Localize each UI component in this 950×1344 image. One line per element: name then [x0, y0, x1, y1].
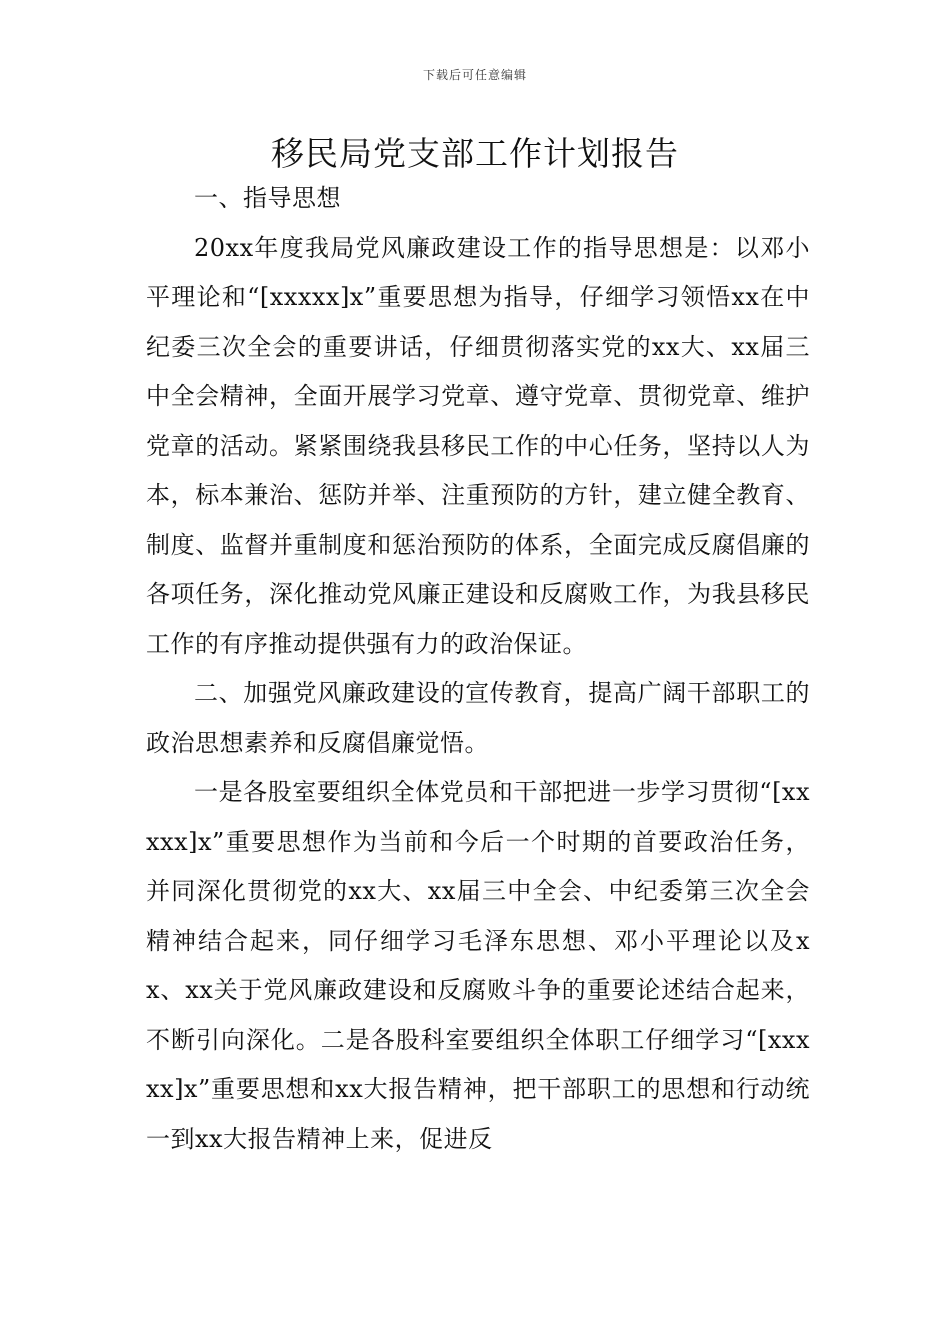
- header-note: 下载后可任意编辑: [422, 68, 527, 82]
- paragraph-education: 一是各股室要组织全体党员和干部把进一步学习贯彻“[xxxxx]x”重要思想作为当前和今后一个时期的首要政治任务，并同深化贯彻党的xx大、xx届三中全会、中纪委第三次全会精神结合起来，同仔细学习毛泽东思想、邓小平理论以及xx、xx关于党风廉政建设和反腐败斗争的重要论述结合起来，不断引向深化。二是各股科室要组织全体职工仔细学习“[xxxxx]x”重要思想和xx大报告精神，把干部职工的思想和行动统一到xx大报告精神上来，促进反: [146, 778, 810, 1153]
- paragraph-guiding-ideology: 20xx年度我局党风廉政建设工作的指导思想是：以邓小平理论和“[xxxxx]x”重要思想为指导，仔细学习领悟xx在中纪委三次全会的重要讲话，仔细贯彻落实党的xx大、xx届三中全会精神，全面开展学习党章、遵守党章、贯彻党章、维护党章的活动。紧紧围绕我县移民工作的中心任务，坚持以人为本，标本兼治、惩防并举、注重预防的方针，建立健全教育、制度、监督并重制度和惩治预防的体系，全面完成反腐倡廉的各项任务，深化推动党风廉正建设和反腐败工作，为我县移民工作的有序推动提供强有力的政治保证。: [146, 233, 810, 658]
- section-heading-education: 二、加强党风廉政建设的宣传教育，提高广阔干部职工的政治思想素养和反腐倡廉觉悟。: [146, 679, 810, 757]
- section-heading-guiding-ideology: 一、指导思想: [194, 184, 341, 212]
- document-body: [146, 174, 810, 1164]
- document-title: 移民局党支部工作计划报告: [271, 134, 679, 173]
